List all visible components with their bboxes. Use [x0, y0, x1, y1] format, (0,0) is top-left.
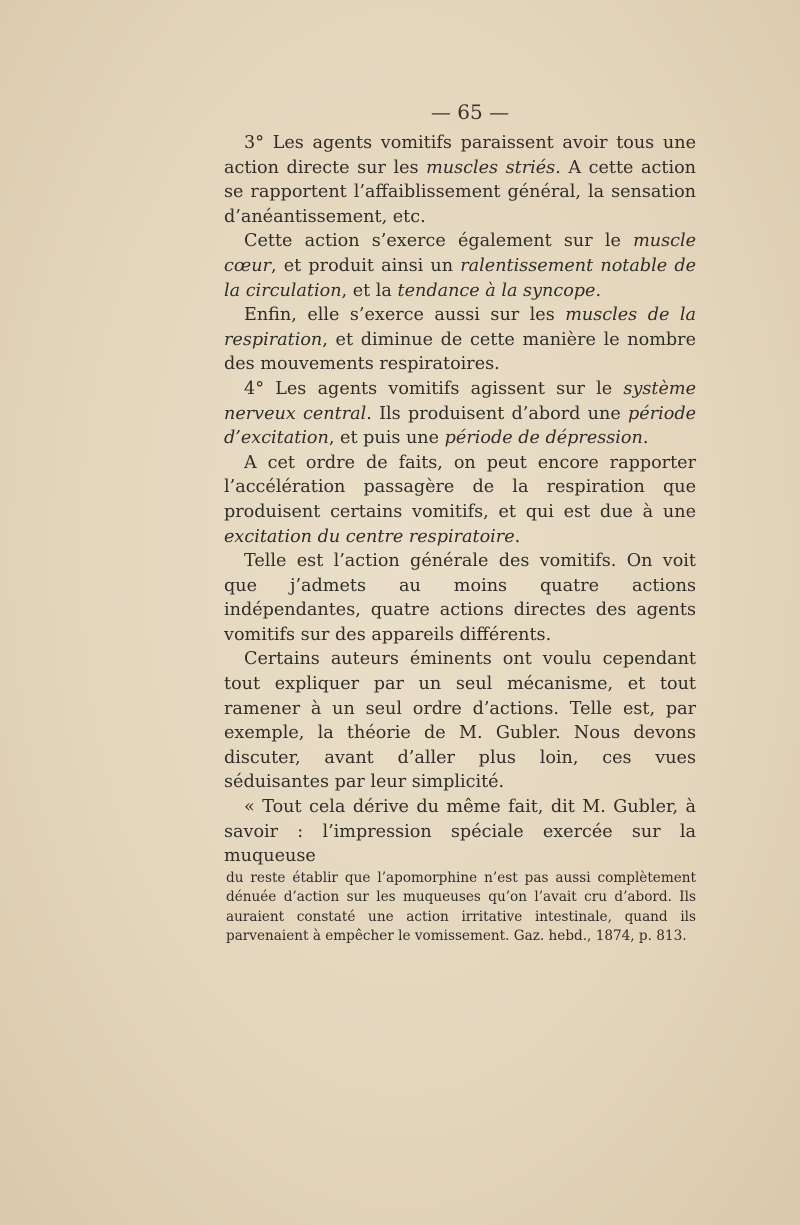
text-run: Telle est l’action générale des vomitifs. On voit que j’admets au moins quatre actions indépendantes, quatre actions directes des agents vomitifs sur des appareils différents. — [224, 551, 696, 645]
italic-text: tendance à la syncope — [397, 280, 596, 301]
text-run: , et la — [341, 280, 398, 301]
paragraph — [224, 549, 696, 647]
paragraph — [224, 647, 696, 795]
text-run: . — [642, 428, 649, 449]
paragraph — [224, 451, 696, 549]
paragraph — [224, 131, 696, 229]
text-run: , et puis une — [328, 428, 445, 449]
paragraph — [224, 229, 696, 303]
footnote-text: du reste établir que l’apomorphine n’est pas aussi complètement dénuée d’action sur les muqueuses qu’on l’avait cru d’abord. Ils auraient constaté une action irritative intestinale, quand ils parvenaient à empêcher le vomissement. Gaz. hebd., 1874, p. 813. — [226, 870, 696, 945]
text-run: 4° Les agents vomitifs agissent sur le — [244, 378, 624, 399]
text-run: Certains auteurs éminents ont voulu cependant tout expliquer par un seul mécanisme, et tout ramener à un seul ordre d’actions. Telle est, par exemple, la théorie de M. Gubler. Nous devons discuter, avant d’aller plus loin, ces vues séduisantes par leur simplicité. — [224, 649, 696, 793]
text-run: . A cette action se rapportent l’affaiblissement général, la sensation d’anéantissement, etc. — [224, 157, 696, 227]
italic-text: muscle cœur — [224, 231, 696, 276]
text-run: Cette action s’exerce également sur le — [244, 231, 634, 252]
paragraph — [224, 303, 696, 377]
text-run: , et diminue de cette manière le nombre des mouvements respiratoires. — [224, 329, 696, 375]
italic-text: période de dépression — [444, 428, 643, 449]
text-run: . — [595, 280, 602, 301]
italic-text: muscles striés — [426, 157, 556, 178]
page-number: — 65 — — [430, 100, 510, 124]
text-run: , et produit ainsi un — [271, 255, 461, 276]
italic-text: muscles de la respiration — [224, 305, 696, 350]
main-text — [224, 131, 696, 869]
italic-text: ralentissement notable de la circulation — [224, 255, 697, 301]
italic-text: période d’excitation — [224, 403, 696, 449]
paragraph — [224, 795, 696, 869]
paragraph — [224, 377, 696, 451]
text-run: Enfin, elle s’exerce aussi sur les — [244, 305, 566, 326]
text-run: A cet ordre de faits, on peut encore rapporter l’accélération passagère de la respiration que produisent certains vomitifs, et qui est due à une — [224, 452, 696, 522]
footnote — [226, 869, 696, 947]
text-run: . — [514, 526, 521, 547]
text-run: . Ils produisent d’abord une — [366, 403, 629, 424]
italic-text: système nerveux central — [224, 378, 696, 424]
text-run: 3° Les agents vomitifs paraissent avoir tous une action directe sur les — [224, 133, 696, 178]
text-run: « Tout cela dérive du même fait, dit M. Gubler, à savoir : l’impression spéciale exercée sur la muqueuse — [224, 797, 696, 867]
italic-text: excitation du centre respiratoire — [224, 526, 515, 547]
